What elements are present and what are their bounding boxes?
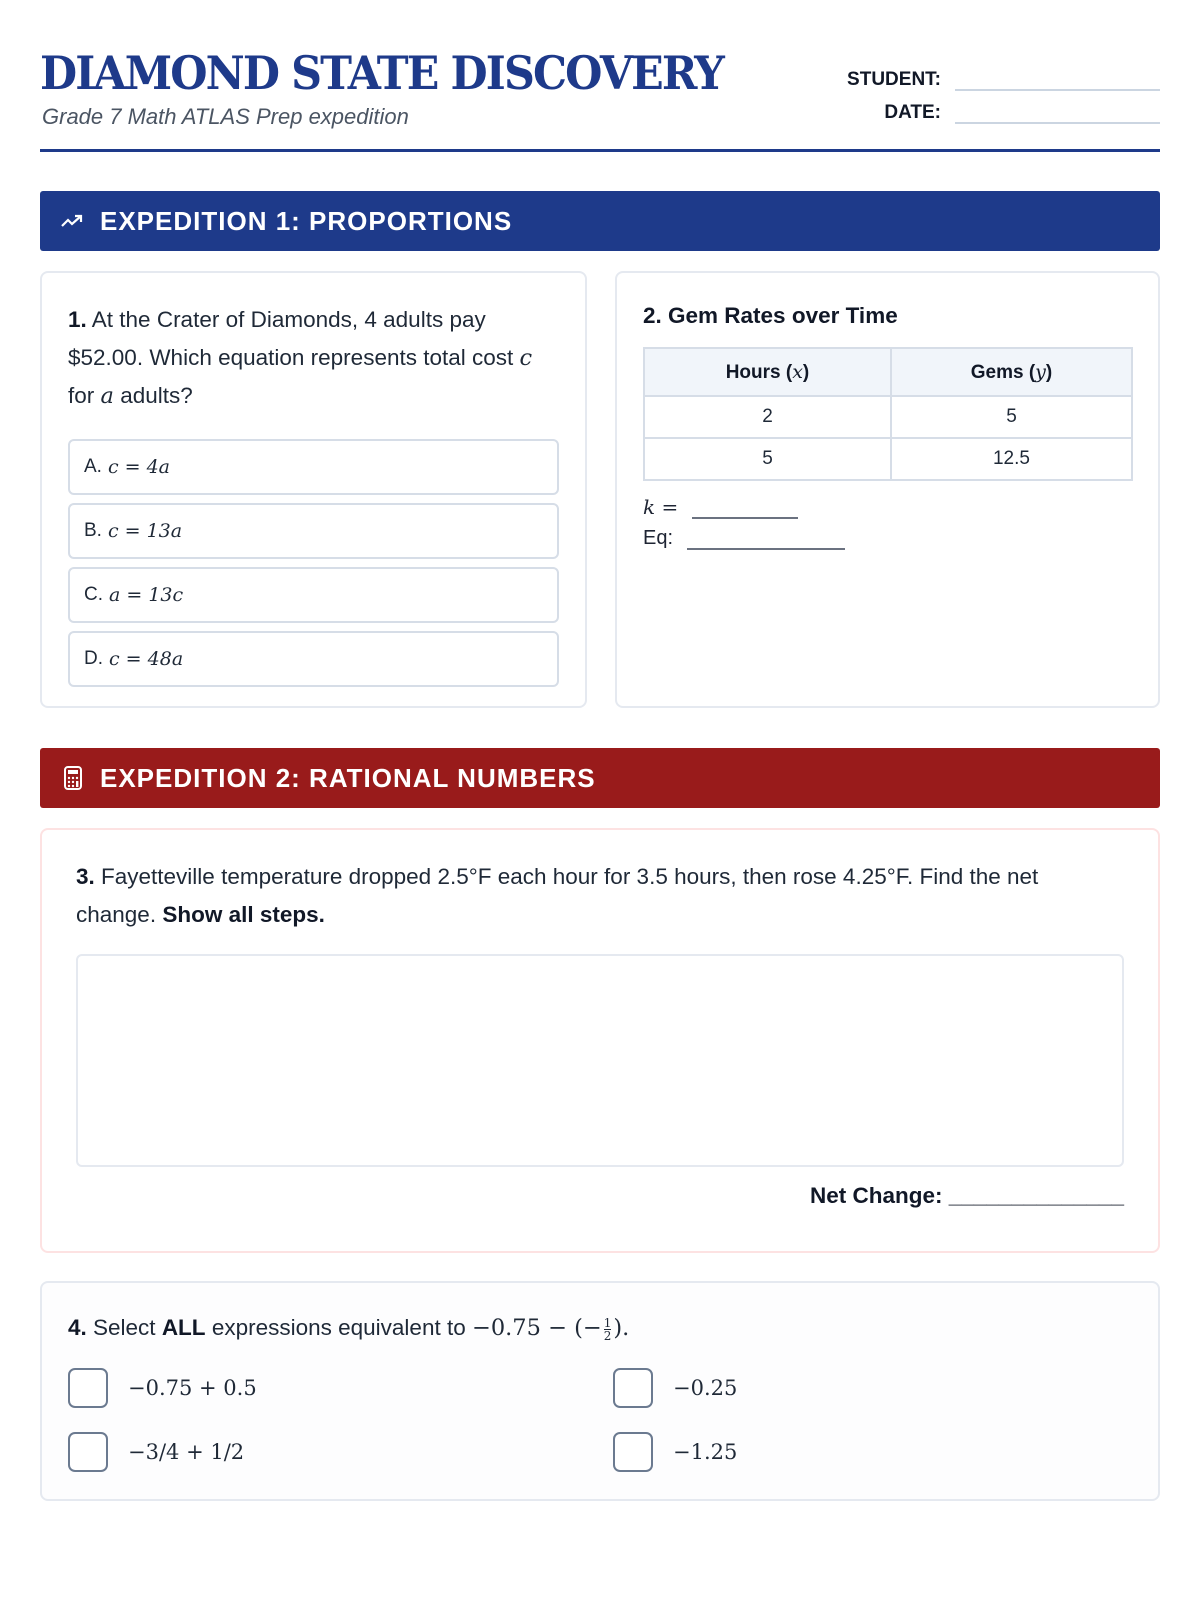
choice-4[interactable]: −1.25 bbox=[613, 1431, 1133, 1473]
eq-label: Eq: bbox=[643, 527, 674, 549]
checkbox[interactable] bbox=[68, 1368, 108, 1408]
section-title: EXPEDITION 1: PROPORTIONS bbox=[100, 205, 513, 236]
choice-2[interactable]: −0.25 bbox=[613, 1367, 1133, 1409]
question-3-card bbox=[40, 828, 1160, 1253]
date-field[interactable] bbox=[955, 100, 1160, 124]
option-c[interactable]: C. a = 13c bbox=[68, 567, 559, 623]
header bbox=[40, 0, 1160, 152]
work-area[interactable] bbox=[76, 954, 1124, 1167]
k-answer-blank[interactable] bbox=[692, 499, 798, 519]
student-info bbox=[820, 58, 1160, 124]
question-2-card bbox=[615, 271, 1160, 708]
question-1-card bbox=[40, 271, 587, 708]
question-4-card bbox=[40, 1281, 1160, 1501]
subtitle: Grade 7 Math ATLAS Prep expedition bbox=[42, 104, 409, 129]
date-label: DATE: bbox=[884, 102, 941, 123]
checkbox[interactable] bbox=[613, 1432, 653, 1472]
checkbox[interactable] bbox=[68, 1432, 108, 1472]
eq-answer-blank[interactable] bbox=[687, 530, 845, 550]
option-d[interactable]: D. c = 48a bbox=[68, 631, 559, 687]
worksheet bbox=[40, 0, 1160, 1464]
choice-1[interactable]: −0.75 + 0.5 bbox=[68, 1367, 613, 1409]
student-label: STUDENT: bbox=[847, 69, 941, 90]
question-2-title: 2. Gem Rates over Time bbox=[643, 303, 898, 328]
page-title: DIAMOND STATE DISCOVERY bbox=[40, 46, 723, 100]
table-row: 5 12.5 bbox=[644, 438, 1132, 480]
question-1-text: 1. At the Crater of Diamonds, 4 adults pay $52.00. Which equation represents total cost c for a adults? bbox=[68, 307, 533, 409]
column-header-gems: Gems (y) bbox=[891, 348, 1132, 396]
checkbox[interactable] bbox=[613, 1368, 653, 1408]
calculator-icon bbox=[60, 765, 86, 791]
question-4-text: 4. Select ALL expressions equivalent to −0.75 − (− $\frac{1}{2}$ ). bbox=[68, 1315, 630, 1343]
option-b[interactable]: B. c = 13a bbox=[68, 503, 559, 559]
option-a[interactable]: A. c = 4a bbox=[68, 439, 559, 495]
question-3-text: 3. Fayetteville temperature dropped 2.5°F each hour for 3.5 hours, then rose 4.25°F. Find the net change. Show all steps. bbox=[76, 864, 1039, 927]
table-row: 2 5 bbox=[644, 396, 1132, 438]
student-field[interactable] bbox=[955, 67, 1160, 91]
section-title: EXPEDITION 2: RATIONAL NUMBERS bbox=[100, 762, 596, 793]
gem-rates-table bbox=[643, 347, 1133, 481]
section-header-rational-numbers bbox=[40, 748, 1160, 808]
column-header-hours: Hours (x) bbox=[644, 348, 891, 396]
choice-3[interactable]: −3/4 + 1/2 bbox=[68, 1431, 613, 1473]
k-label: k = bbox=[643, 495, 679, 519]
section-header-proportions bbox=[40, 191, 1160, 251]
net-change-answer[interactable]: Net Change: ______________ bbox=[810, 1183, 1124, 1208]
trending-up-icon bbox=[60, 208, 86, 234]
